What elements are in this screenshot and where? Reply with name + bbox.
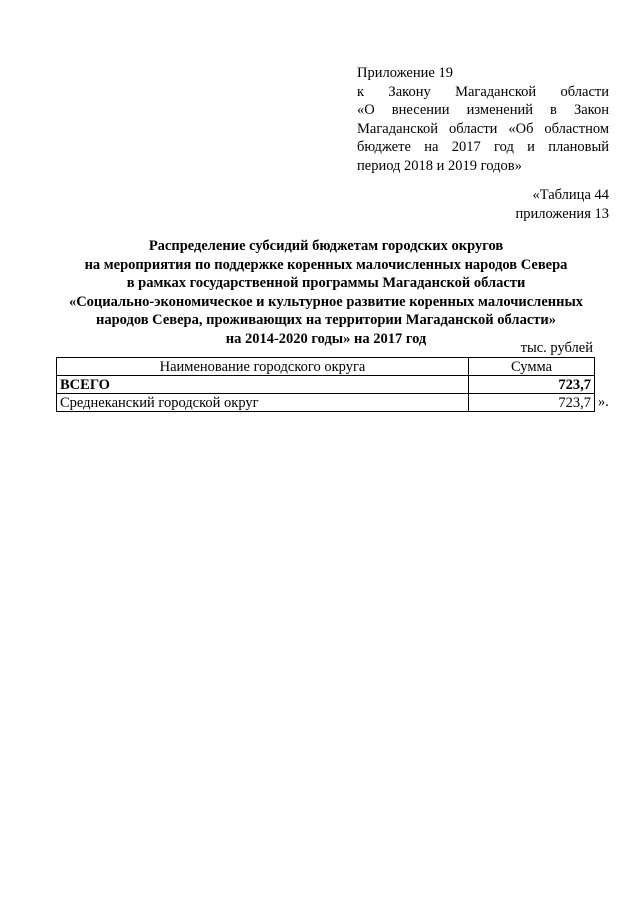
table-row [57, 394, 595, 412]
document-heading [40, 237, 612, 348]
appendix-line: период 2018 и 2019 годов» [357, 157, 522, 174]
heading-line: на мероприятия по поддержке коренных малочисленных народов Севера [84, 256, 568, 273]
appendix-line: бюджете на 2017 год и плановый [357, 139, 609, 156]
total-name-cell: ВСЕГО [57, 376, 469, 394]
heading-line: «Социально-экономическое и культурное развитие коренных малочисленных [68, 293, 584, 310]
closing-quote: ». [598, 394, 609, 410]
table-reference [516, 186, 609, 223]
header-name-cell: Наименование городского округа [57, 358, 469, 376]
appendix-line: к Закону Магаданской области [357, 83, 609, 100]
table-reference-line: приложения 13 [515, 205, 609, 222]
row-amount-cell: 723,7 [469, 394, 595, 412]
subsidy-table [56, 357, 595, 412]
header-amount-cell: Сумма [469, 358, 595, 376]
row-name-cell: Среднеканский городской округ [57, 394, 469, 412]
appendix-line: Приложение 19 [357, 65, 453, 81]
heading-line: в рамках государственной программы Магаданской области [126, 275, 526, 291]
heading-line: на 2014-2020 годы» на 2017 год [225, 330, 427, 347]
total-amount-cell: 723,7 [469, 376, 595, 394]
table-header-row [57, 358, 595, 376]
table-total-row [57, 376, 595, 394]
units-label: тыс. рублей [520, 340, 593, 356]
appendix-line: Магаданской области «Об областном [357, 120, 609, 137]
heading-line: народов Севера, проживающих на территории Магаданской области» [96, 312, 556, 328]
table-reference-line: «Таблица 44 [532, 187, 609, 203]
heading-line: Распределение субсидий бюджетам городских округов [148, 238, 504, 254]
appendix-line: «О внесении изменений в Закон [357, 102, 609, 119]
appendix-block [357, 64, 609, 176]
